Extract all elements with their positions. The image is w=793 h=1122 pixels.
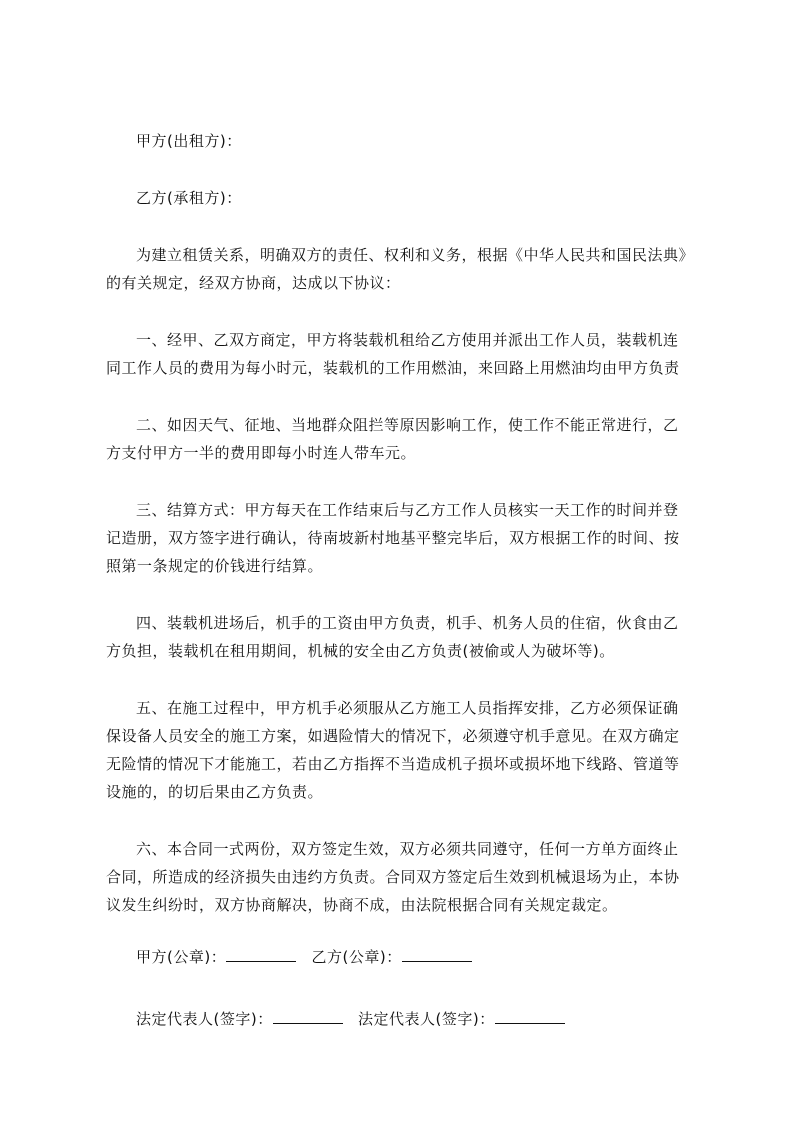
party-a-rep-blank[interactable]: [273, 1005, 343, 1024]
contract-body: [106, 127, 696, 1067]
party-a-seal-label: 甲方(公章)：: [136, 948, 227, 966]
clause-6: [106, 835, 696, 919]
clause-line: 保设备人员安全的施工方案，如遇险情大的情况下，必须遵守机手意见。在双方确定: [106, 727, 680, 745]
clause-line: 方支付甲方一半的费用即每小时连人带车元。: [106, 444, 417, 462]
clause-line: 设施的，的切后果由乙方负责。: [106, 783, 324, 801]
party-b-seal-blank[interactable]: [402, 943, 472, 962]
representative-signature-row: [106, 1005, 696, 1033]
clause-line: 三、结算方式：甲方每天在工作结束后与乙方工作人员核实一天工作的时间并登: [136, 501, 679, 519]
party-a-seal-blank[interactable]: [226, 943, 296, 962]
clause-line: 议发生纠纷时，双方协商解决，协商不成，由法院根据合同有关规定裁定。: [106, 896, 618, 914]
clause-line: 同工作人员的费用为每小时元，装载机的工作用燃油，来回路上用燃油均由甲方负责: [106, 359, 680, 377]
party-a-rep-label: 法定代表人(签字)：: [136, 1010, 273, 1028]
clause-3: [106, 496, 696, 580]
clause-2: [106, 411, 696, 467]
clause-line: 五、在施工过程中，甲方机手必须服从乙方施工人员指挥安排，乙方必须保证确: [136, 699, 679, 717]
party-b-line: [106, 184, 696, 212]
clause-line: 无险情的情况下才能施工，若由乙方指挥不当造成机子损坏或损坏地下线路、管道等: [106, 755, 680, 773]
clause-line: 二、如因天气、征地、当地群众阻拦等原因影响工作，使工作不能正常进行，乙: [136, 416, 679, 434]
party-a-label: 甲方(出租方)：: [136, 132, 242, 150]
intro-paragraph: [106, 241, 696, 297]
clause-line: 合同，所造成的经济损失由违约方负责。合同双方签定后生效到机械退场为止，本协: [106, 868, 680, 886]
seal-signature-row: [106, 943, 696, 971]
clause-4: [106, 609, 696, 665]
party-b-rep-label: 法定代表人(签字)：: [358, 1010, 495, 1028]
intro-line: 的有关规定，经双方协商，达成以下协议：: [106, 274, 401, 292]
clause-line: 照第一条规定的价钱进行结算。: [106, 557, 324, 575]
clause-line: 方负担，装载机在租用期间，机械的安全由乙方负责(被偷或人为破坏等)。: [106, 642, 615, 660]
clause-line: 四、装载机进场后，机手的工资由甲方负责，机手、机务人员的住宿，伙食由乙: [136, 614, 679, 632]
clause-5: [106, 694, 696, 806]
party-b-label: 乙方(承租方)：: [136, 189, 242, 207]
party-b-rep-blank[interactable]: [495, 1005, 565, 1024]
party-b-seal-label: 乙方(公章)：: [311, 948, 402, 966]
clause-line: 六、本合同一式两份，双方签定生效，双方必须共同遵守，任何一方单方面终止: [136, 840, 679, 858]
intro-line: 为建立租赁关系，明确双方的责任、权利和义务，根据《中华人民共和国民法典》: [136, 246, 695, 264]
clause-line: 记造册，双方签字进行确认，待南坡新村地基平整完毕后，双方根据工作的时间、按: [106, 529, 680, 547]
party-a-line: [106, 127, 696, 155]
clause-line: 一、经甲、乙双方商定，甲方将装载机租给乙方使用并派出工作人员，装载机连: [136, 331, 679, 349]
clause-1: [106, 326, 696, 382]
